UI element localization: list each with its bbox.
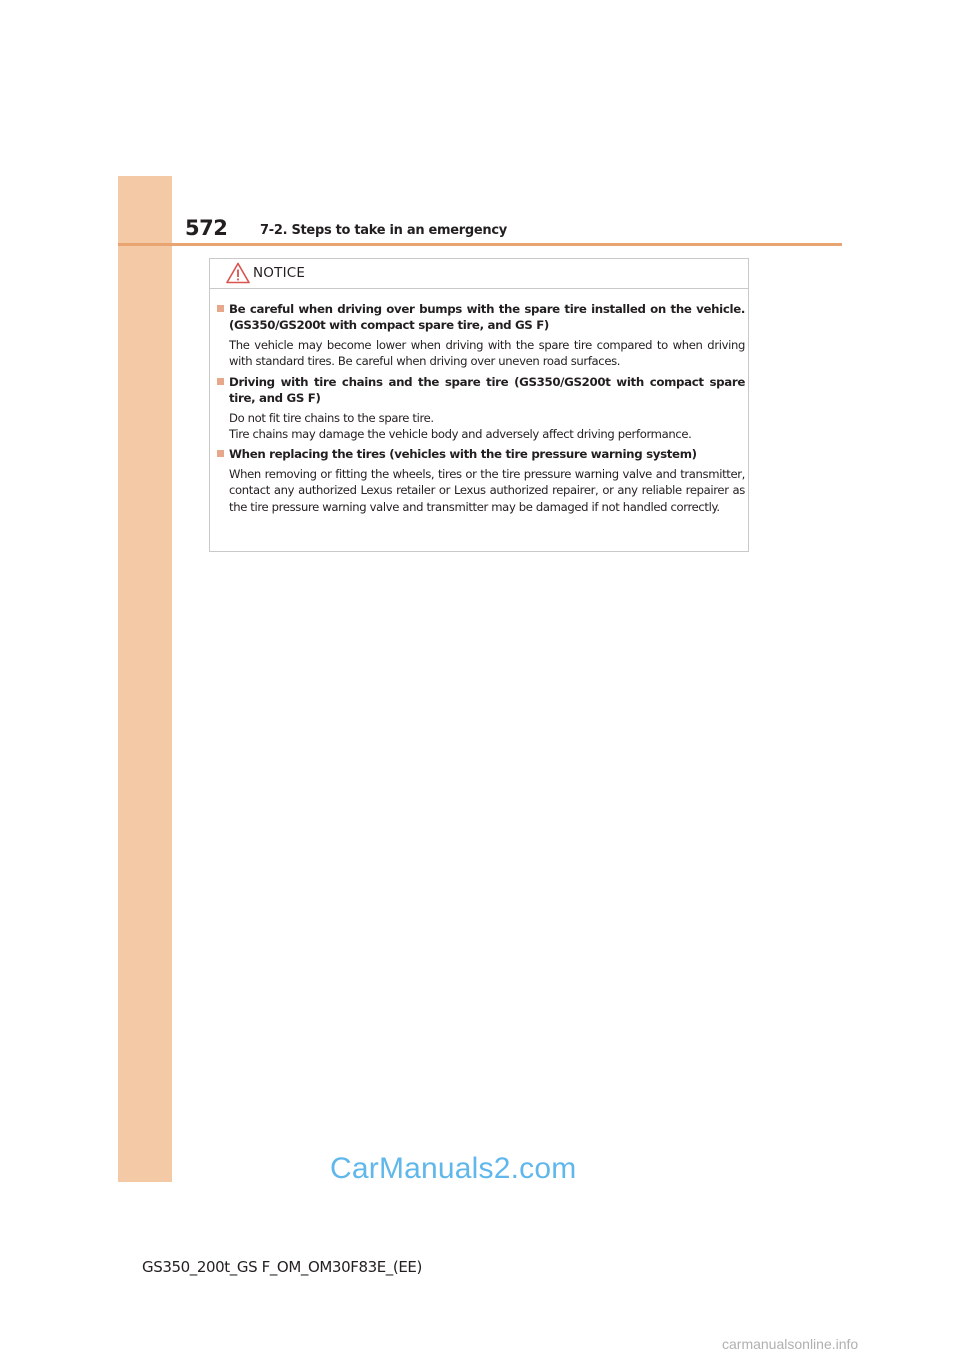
header-rule [118, 243, 842, 246]
footer-document-code: GS350_200t_GS F_OM_OM30F83E_(EE) [142, 1258, 422, 1276]
notice-item-heading-text: Driving with tire chains and the spare tire (GS350/GS200t with compact spare tire, and GS F) [229, 374, 745, 405]
notice-item [217, 446, 745, 515]
notice-title: NOTICE [253, 265, 306, 281]
bullet-square-icon [217, 450, 224, 457]
corner-watermark: carmanualsonline.info [722, 1336, 859, 1352]
section-title: 7-2. Steps to take in an emergency [260, 223, 507, 238]
notice-item-text: The vehicle may become lower when driving with the spare tire compared to when driving with standard tires. Be careful when driving over uneven road surfaces. [229, 338, 745, 369]
page-number: 572 [185, 216, 228, 240]
site-watermark: CarManuals2.com [330, 1152, 577, 1185]
bullet-square-icon [217, 378, 224, 385]
notice-item-heading [217, 301, 745, 333]
notice-item-text: When removing or fitting the wheels, tires or the tire pressure warning valve and transmitter, contact any authorized Lexus retailer or Lexus authorized repairer, or any reliable repairer as the tire pressure warning valve and transmitter may be damaged if not handled correctly. [229, 467, 745, 514]
warning-triangle-icon [226, 262, 250, 284]
notice-body [217, 301, 745, 519]
notice-item-text: Do not fit tire chains to the spare tire. Tire chains may damage the vehicle body and adversely affect driving performance. [229, 410, 692, 441]
notice-item [217, 374, 745, 443]
notice-item [217, 301, 745, 370]
bullet-square-icon [217, 305, 224, 312]
notice-item-heading-text: When replacing the tires (vehicles with the tire pressure warning system) [229, 447, 697, 462]
notice-item-heading [217, 446, 745, 462]
notice-item-heading-text: Be careful when driving over bumps with the spare tire installed on the vehicle. (GS350/GS200t with compact spare tire, and GS F) [229, 302, 745, 332]
side-tab-band [118, 176, 172, 1182]
notice-item-heading [217, 374, 745, 406]
notice-box [209, 258, 749, 552]
notice-header [210, 259, 748, 289]
